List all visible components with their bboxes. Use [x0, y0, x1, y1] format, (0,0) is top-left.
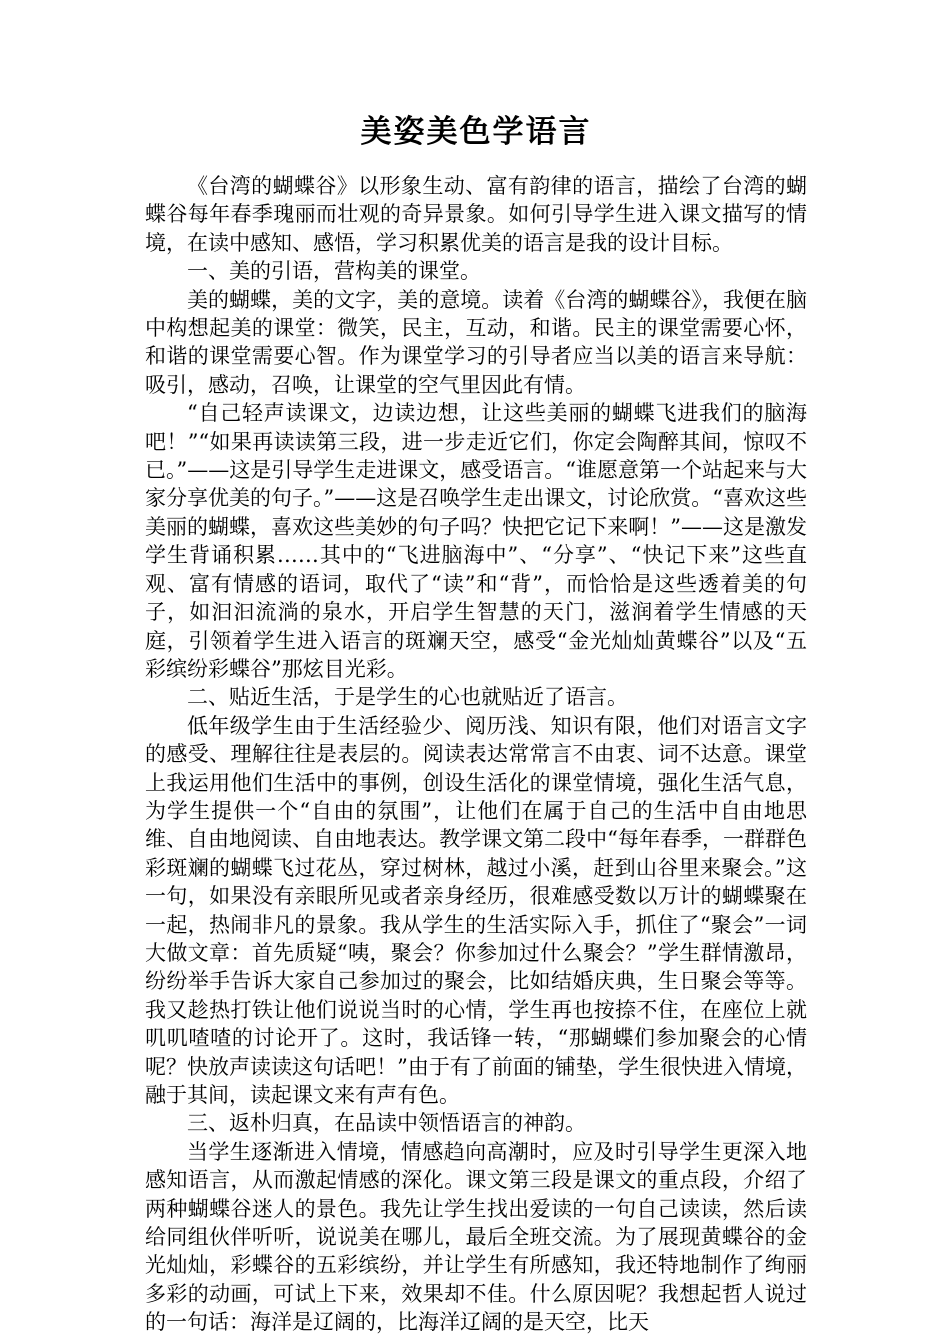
section-heading-1: 一、美的引语，营构美的课堂。	[187, 259, 481, 284]
section-heading-2: 二、贴近生活，于是学生的心也就贴近了语言。	[187, 685, 628, 710]
paragraph-1b: “自己轻声读课文，边读边想，让这些美丽的蝴蝶飞进我们的脑海吧！”“如果再读读第三段，进一步走近它们，你定会陶醉其间，惊叹不已。”——这是引导学生走进课文，感受语言。“谁愿意第一个站起来与大家分享优美的句子。”——这是召唤学生走出课文，讨论欣赏。“喜欢这些美丽的蝴蝶，喜欢这些美妙的句子吗？快把它记下来啊！”——这是激发学生背诵积累……其中的“飞进脑海中”、“分享”、“快记下来”这些直观、富有情感的语词，取代了“读”和“背”，而恰恰是这些透着美的句子，如汩汩流淌的泉水，开启学生智慧的天门，滋润着学生情感的天庭，引领着学生进入语言的斑斓天空，感受“金光灿灿黄蝶谷”以及“五彩缤纷彩蝶谷”那炫目光彩。	[145, 401, 807, 681]
section-heading-3: 三、返朴归真，在品读中领悟语言的神韵。	[187, 1111, 586, 1136]
paragraph-2: 低年级学生由于生活经验少、阅历浅、知识有限，他们对语言文字的感受、理解往往是表层的。阅读表达常常言不由衷、词不达意。课堂上我运用他们生活中的事例，创设生活化的课堂情境，强化生活气息，为学生提供一个“自由的氛围”，让他们在属于自己的生活中自由地思维、自由地阅读、自由地表达。教学课文第二段中“每年春季，一群群色彩斑斓的蝴蝶飞过花丛，穿过树林，越过小溪，赶到山谷里来聚会。”这一句，如果没有亲眼所见或者亲身经历，很难感受数以万计的蝴蝶聚在一起，热闹非凡的景象。我从学生的生活实际入手，抓住了“聚会”一词大做文章：首先质疑“咦，聚会？你参加过什么聚会？”学生群情激昂，纷纷举手告诉大家自己参加过的聚会，比如结婚庆典，生日聚会等等。我又趁热打铁让他们说说当时的心情，学生再也按捺不住，在座位上就叽叽喳喳的讨论开了。这时，我话锋一转，“那蝴蝶们参加聚会的心情呢？快放声读读这句话吧！”由于有了前面的铺垫，学生很快进入情境，融于其间，读起课文来有声有色。	[145, 713, 807, 1107]
paragraph-3: 当学生逐渐进入情境，情感趋向高潮时，应及时引导学生更深入地感知语言，从而激起情感的深化。课文第三段是课文的重点段，介绍了两种蝴蝶谷迷人的景色。我先让学生找出爱读的一句自己读读，然后读给同组伙伴听听，说说美在哪儿，最后全班交流。为了展现黄蝶谷的金光灿灿，彩蝶谷的五彩缤纷，并让学生有所感知，我还特地制作了绚丽多彩的动画，可试上下来，效果却不佳。什么原因呢？我想起哲人说过的一句话：海洋是辽阔的，比海洋辽阔的是天空，比天	[145, 1139, 807, 1335]
document-page	[145, 112, 807, 1337]
document-title: 美姿美色学语言	[360, 114, 592, 150]
paragraph-intro: 《台湾的蝴蝶谷》以形象生动、富有韵律的语言，描绘了台湾的蝴蝶谷每年春季瑰丽而壮观的奇异景象。如何引导学生进入课文描写的情境，在读中感知、感悟，学习积累优美的语言是我的设计目标。	[145, 174, 807, 255]
paragraph-1a: 美的蝴蝶，美的文字，美的意境。读着《台湾的蝴蝶谷》，我便在脑中构想起美的课堂：微笑，民主，互动，和谐。民主的课堂需要心怀，和谐的课堂需要心智。作为课堂学习的引导者应当以美的语言来导航：吸引，感动，召唤，让课堂的空气里因此有情。	[145, 287, 807, 397]
